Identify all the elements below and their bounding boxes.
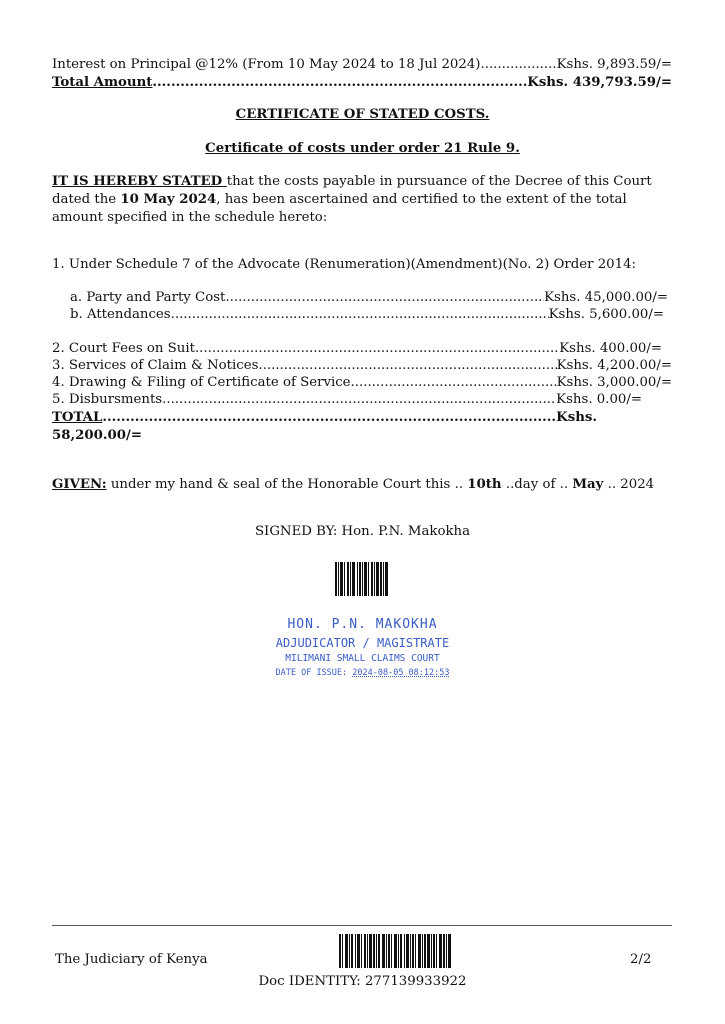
total-amount-line [52, 75, 672, 90]
given-month: May [572, 477, 604, 492]
leader-dots [102, 410, 556, 425]
item-value: Kshs. 400.00/= [559, 341, 662, 356]
statement-text-1: that the costs payable in pursuance of the Decree of this Court dated the [52, 174, 652, 207]
item-value: Kshs. 0.00/= [556, 392, 642, 407]
schedule-total-line [52, 410, 597, 425]
statement-paragraph [52, 173, 667, 227]
footer-page-number: 2/2 [630, 952, 652, 967]
barcode-bar [448, 934, 451, 968]
item-label: 2. Court Fees on Suit [52, 341, 195, 356]
leader-dots [162, 392, 556, 407]
stamp-issue-date: 2024-08-05 08:12:53 [352, 668, 450, 678]
stamp-barcode-icon [335, 562, 388, 596]
stamp-court: MILIMANI SMALL CLAIMS COURT [285, 653, 440, 664]
certificate-subtitle [0, 141, 725, 156]
schedule-subitem [70, 290, 668, 305]
certificate-title [0, 107, 725, 122]
statement-lead: IT IS HEREBY STATED [52, 174, 227, 189]
leader-dots [152, 75, 527, 90]
barcode-bar [385, 562, 388, 596]
schedule-item [52, 341, 662, 356]
given-text-3: .. 2024 [603, 477, 655, 492]
footer-divider [52, 925, 672, 926]
schedule-item [52, 375, 672, 390]
stamp-issue [0, 668, 725, 678]
interest-value: Kshs. 9,893.59/= [556, 57, 672, 72]
leader-dots [351, 375, 557, 390]
item-value: Kshs. 4,200.00/= [556, 358, 672, 373]
given-text-1: under my hand & seal of the Honorable Court this .. [106, 477, 468, 492]
certificate-title-text: CERTIFICATE OF STATED COSTS. [235, 107, 490, 122]
schedule-item [52, 392, 642, 407]
subitem-value: Kshs. 5,600.00/= [548, 307, 664, 322]
schedule-subitem [70, 307, 664, 322]
item-label: 3. Services of Claim & Notices [52, 358, 259, 373]
interest-label: Interest on Principal @12% (From 10 May 2024 to 18 Jul 2024) [52, 57, 481, 72]
item-value: Kshs. 3,000.00/= [556, 375, 672, 390]
footer-barcode-icon [339, 934, 451, 968]
statement-text-2: , has been ascertained and certified to the extent of the total amount specified in the schedule hereto: [52, 192, 627, 225]
schedule-heading: 1. Under Schedule 7 of the Advocate (Renumeration)(Amendment)(No. 2) Order 2014: [52, 257, 637, 272]
leader-dots [258, 358, 556, 373]
schedule-total-value-b: 58,200.00/= [52, 428, 143, 443]
subitem-label: a. Party and Party Cost [70, 290, 226, 305]
stamp-title: ADJUDICATOR / MAGISTRATE [275, 636, 450, 650]
doc-identity: Doc IDENTITY: 277139933922 [258, 974, 467, 989]
given-day: 10th [467, 477, 502, 492]
footer-org: The Judiciary of Kenya [55, 952, 208, 967]
subitem-value: Kshs. 45,000.00/= [544, 290, 668, 305]
leader-dots [481, 57, 557, 72]
signed-by: SIGNED BY: Hon. P.N. Makokha [254, 524, 471, 539]
given-text-2: ..day of .. [501, 477, 573, 492]
schedule-total-label: TOTAL [52, 410, 103, 425]
schedule-item [52, 358, 672, 373]
total-amount-label: Total Amount [52, 75, 153, 90]
stamp-name: HON. P.N. MAKOKHA [287, 617, 438, 632]
leader-dots [171, 307, 549, 322]
total-amount-value: Kshs. 439,793.59/= [527, 75, 672, 90]
leader-dots [195, 341, 559, 356]
given-line [52, 477, 654, 492]
item-label: 5. Disbursments [52, 392, 163, 407]
interest-line [52, 57, 672, 72]
subitem-label: b. Attendances [70, 307, 171, 322]
certificate-subtitle-text: Certificate of costs under order 21 Rule 9. [205, 141, 520, 156]
decree-date: 10 May 2024 [120, 192, 217, 207]
given-lead: GIVEN: [52, 477, 107, 492]
leader-dots [225, 290, 544, 305]
stamp-issue-label: DATE OF ISSUE: [275, 668, 353, 678]
item-label: 4. Drawing & Filing of Certificate of Service [52, 375, 351, 390]
schedule-total-value-a: Kshs. [556, 410, 597, 425]
